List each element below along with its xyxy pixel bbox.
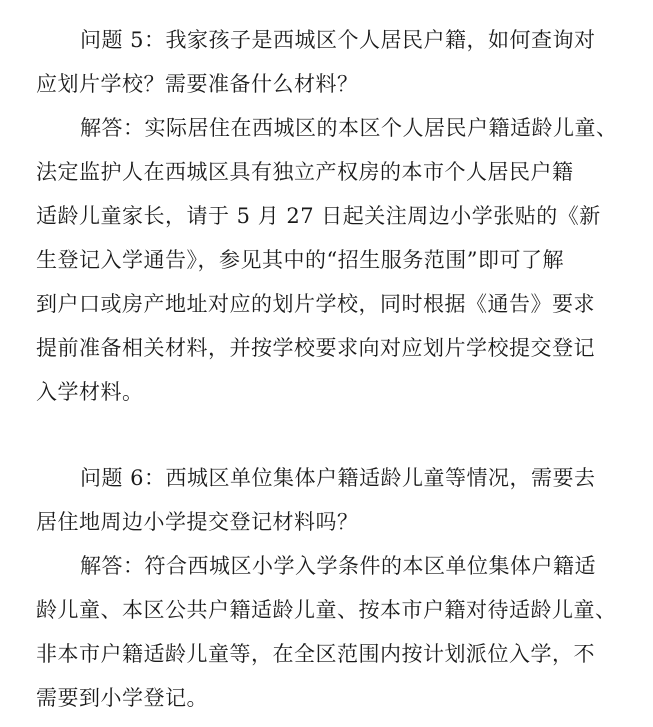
q5-answer-line-3: 适龄儿童家长，请于 5 月 27 日起关注周边小学张贴的《新 <box>36 204 601 228</box>
q6-question-line-2: 居住地周边小学提交登记材料吗？ <box>36 510 359 534</box>
q5-answer-line-1: 解答：实际居住在西城区的本区个人居民户籍适龄儿童、 <box>80 116 618 140</box>
q6-answer-line-4: 需要到小学登记。 <box>36 686 208 710</box>
q5-question-line-1: 问题 5：我家孩子是西城区个人居民户籍，如何查询对 <box>80 28 596 52</box>
q6-answer-line-1: 解答：符合西城区小学入学条件的本区单位集体户籍适 <box>80 554 596 578</box>
q6-answer-line-3: 非本市户籍适龄儿童等，在全区范围内按计划派位入学，不 <box>36 642 595 666</box>
q5-answer-line-6: 提前准备相关材料，并按学校要求向对应划片学校提交登记 <box>36 336 595 360</box>
q5-answer-line-4: 生登记入学通告》，参见其中的“招生服务范围”即可了解 <box>36 248 564 272</box>
q6-answer-line-2: 龄儿童、本区公共户籍适龄儿童、按本市户籍对待适龄儿童、 <box>36 598 617 622</box>
q5-answer-line-7: 入学材料。 <box>36 380 144 404</box>
q6-question-line-1: 问题 6：西城区单位集体户籍适龄儿童等情况，需要去 <box>80 466 596 490</box>
q5-answer-line-5: 到户口或房产地址对应的划片学校，同时根据《通告》要求 <box>36 292 595 316</box>
q5-answer-line-2: 法定监护人在西城区具有独立产权房的本市个人居民户籍 <box>36 160 574 184</box>
q5-question-line-2: 应划片学校？需要准备什么材料？ <box>36 72 359 96</box>
